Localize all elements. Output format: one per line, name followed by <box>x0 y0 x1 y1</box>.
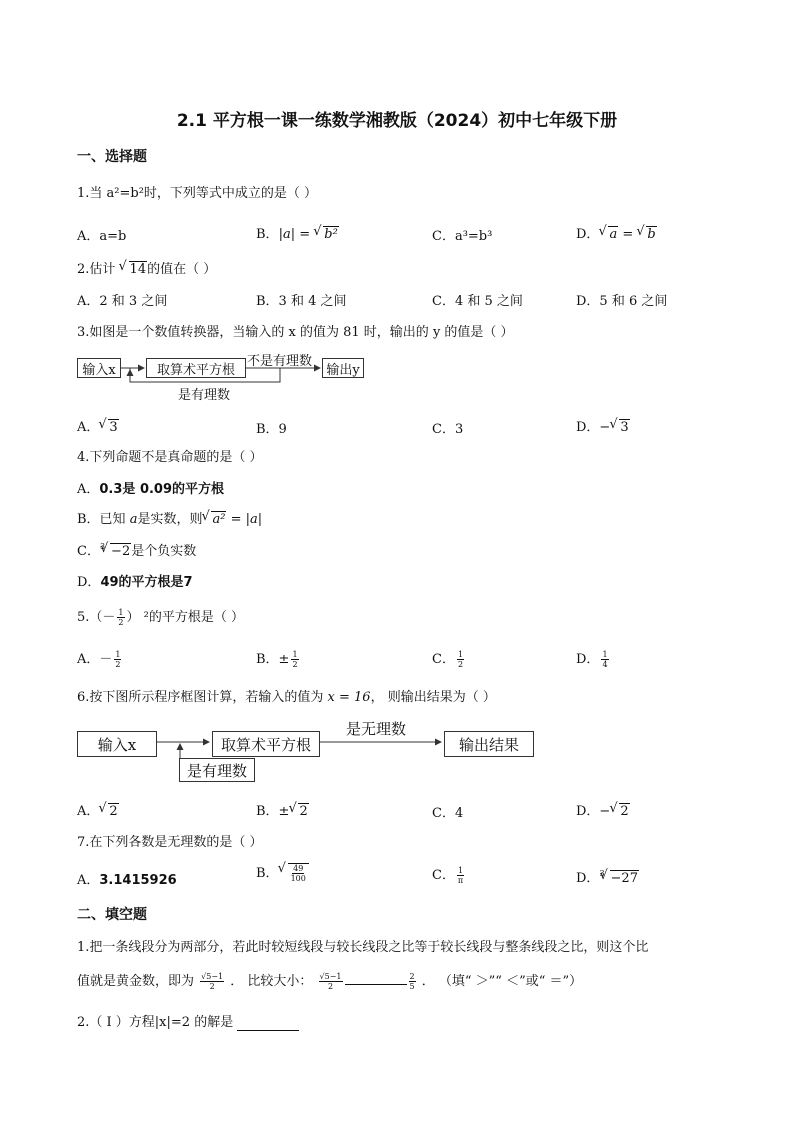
fill-1-line-1: 1.把一条线段分为两部分，若此时较短线段与较长线段之比等于较长线段与整条线段之比，则这个比 <box>77 940 649 955</box>
q3-flow-output-box: 输出y <box>322 358 364 378</box>
q6-flow-rational-box: 是有理数 <box>179 758 255 782</box>
q4-option-b: B．已知 a是实数，则√ a² = |a| <box>77 508 262 527</box>
question-2-stem: 2.估计 √ 14的值在（ ） <box>77 258 216 277</box>
q6-flow-output-box: 输出结果 <box>444 731 534 757</box>
q5-option-a: A．－ $\frac{1}{2}$ <box>77 650 121 669</box>
question-3-stem: 3.如图是一个数值转换器，当输入的 x 的值为 81 时，输出的 y 的值是（ ） <box>77 325 514 340</box>
q1-option-a: A．a=b <box>77 229 127 244</box>
fill-2-line: 2.（ I ）方程|x|=2 的解是 <box>77 1011 299 1031</box>
section-multiple-choice: 一、选择题 <box>77 149 147 165</box>
q6-flow-process-box: 取算术平方根 <box>212 731 320 757</box>
q3-flow-rational-label: 是有理数 <box>178 388 231 403</box>
q5-option-b: B．± $\frac{1}{2}$ <box>256 650 298 669</box>
section-fill-in: 二、填空题 <box>77 907 147 923</box>
worksheet-title: 2.1 平方根一课一练数学湘教版（2024）初中七年级下册 <box>176 111 618 131</box>
q3-flow-not-rational-label: 不是有理数 <box>247 354 313 369</box>
q7-option-a: A．3.1415926 <box>77 873 177 888</box>
fill-2-answer-blank[interactable] <box>237 1015 299 1031</box>
q3-option-c: C．3 <box>432 422 464 437</box>
q6-flow-irrational-label: 是无理数 <box>346 720 407 738</box>
q7-option-b: B． √ $\frac{49}{100}$ <box>256 862 309 883</box>
q3-option-b: B．9 <box>256 422 287 437</box>
q4-option-d: D．49的平方根是7 <box>77 575 193 590</box>
q5-option-d: D． $\frac{1}{4}$ <box>576 650 608 669</box>
q3-option-d: D．−√ 3 <box>576 416 630 435</box>
q3-option-a: A．√ 3 <box>77 416 119 435</box>
q1-option-c: C．a³=b³ <box>432 229 493 244</box>
q2-option-b: B．3 和 4 之间 <box>256 294 347 309</box>
question-4-stem: 4.下列命题不是真命题的是（ ） <box>77 450 263 465</box>
q6-flow-input-box: 输入x <box>77 731 157 757</box>
q2-option-d: D．5 和 6 之间 <box>576 294 668 309</box>
q6-option-d: D．−√ 2 <box>576 800 630 819</box>
q2-option-a: A．2 和 3 之间 <box>77 294 168 309</box>
question-1-stem: 1.当 a²=b²时，下列等式中成立的是（ ） <box>77 186 318 201</box>
q2-option-c: C．4 和 5 之间 <box>432 294 523 309</box>
q4-option-c: C．$^3$√ −2是个负实数 <box>77 540 196 559</box>
q1-option-b: B．|a| = √ b² <box>256 223 339 242</box>
q7-option-d: D．$^3$√ −27 <box>576 867 639 886</box>
q6-option-a: A．√ 2 <box>77 800 119 819</box>
q4-option-a: A．0.3是 0.09的平方根 <box>77 482 225 497</box>
q6-option-b: B．±√ 2 <box>256 800 309 819</box>
question-7-stem: 7.在下列各数是无理数的是（ ） <box>77 835 263 850</box>
q3-flow-input-box: 输入x <box>77 358 121 378</box>
q7-option-c: C． $\frac{1}{\pi}$ <box>432 866 464 885</box>
q1-option-d: D．√ a = √ b <box>576 223 657 242</box>
q3-flow-process-box: 取算术平方根 <box>146 358 246 378</box>
q5-option-c: C． $\frac{1}{2}$ <box>432 650 464 669</box>
question-6-stem: 6.按下图所示程序框图计算，若输入的值为 x = 16， 则输出结果为（ ） <box>77 690 496 705</box>
fill-1-line-2: 值就是黄金数，即为 $\frac{√5-1}{2}$ ． 比较大小： $\frac{√5-1}{2}$ $\frac{2}{5}$ ． （填“ ＞”“ ＜”或“ ＝”） <box>77 972 583 991</box>
q6-option-c: C．4 <box>432 806 464 821</box>
question-5-stem: 5.（－ $\frac{1}{2}$ ） ²的平方根是（ ） <box>77 608 244 627</box>
fill-1-answer-blank[interactable] <box>345 984 407 985</box>
